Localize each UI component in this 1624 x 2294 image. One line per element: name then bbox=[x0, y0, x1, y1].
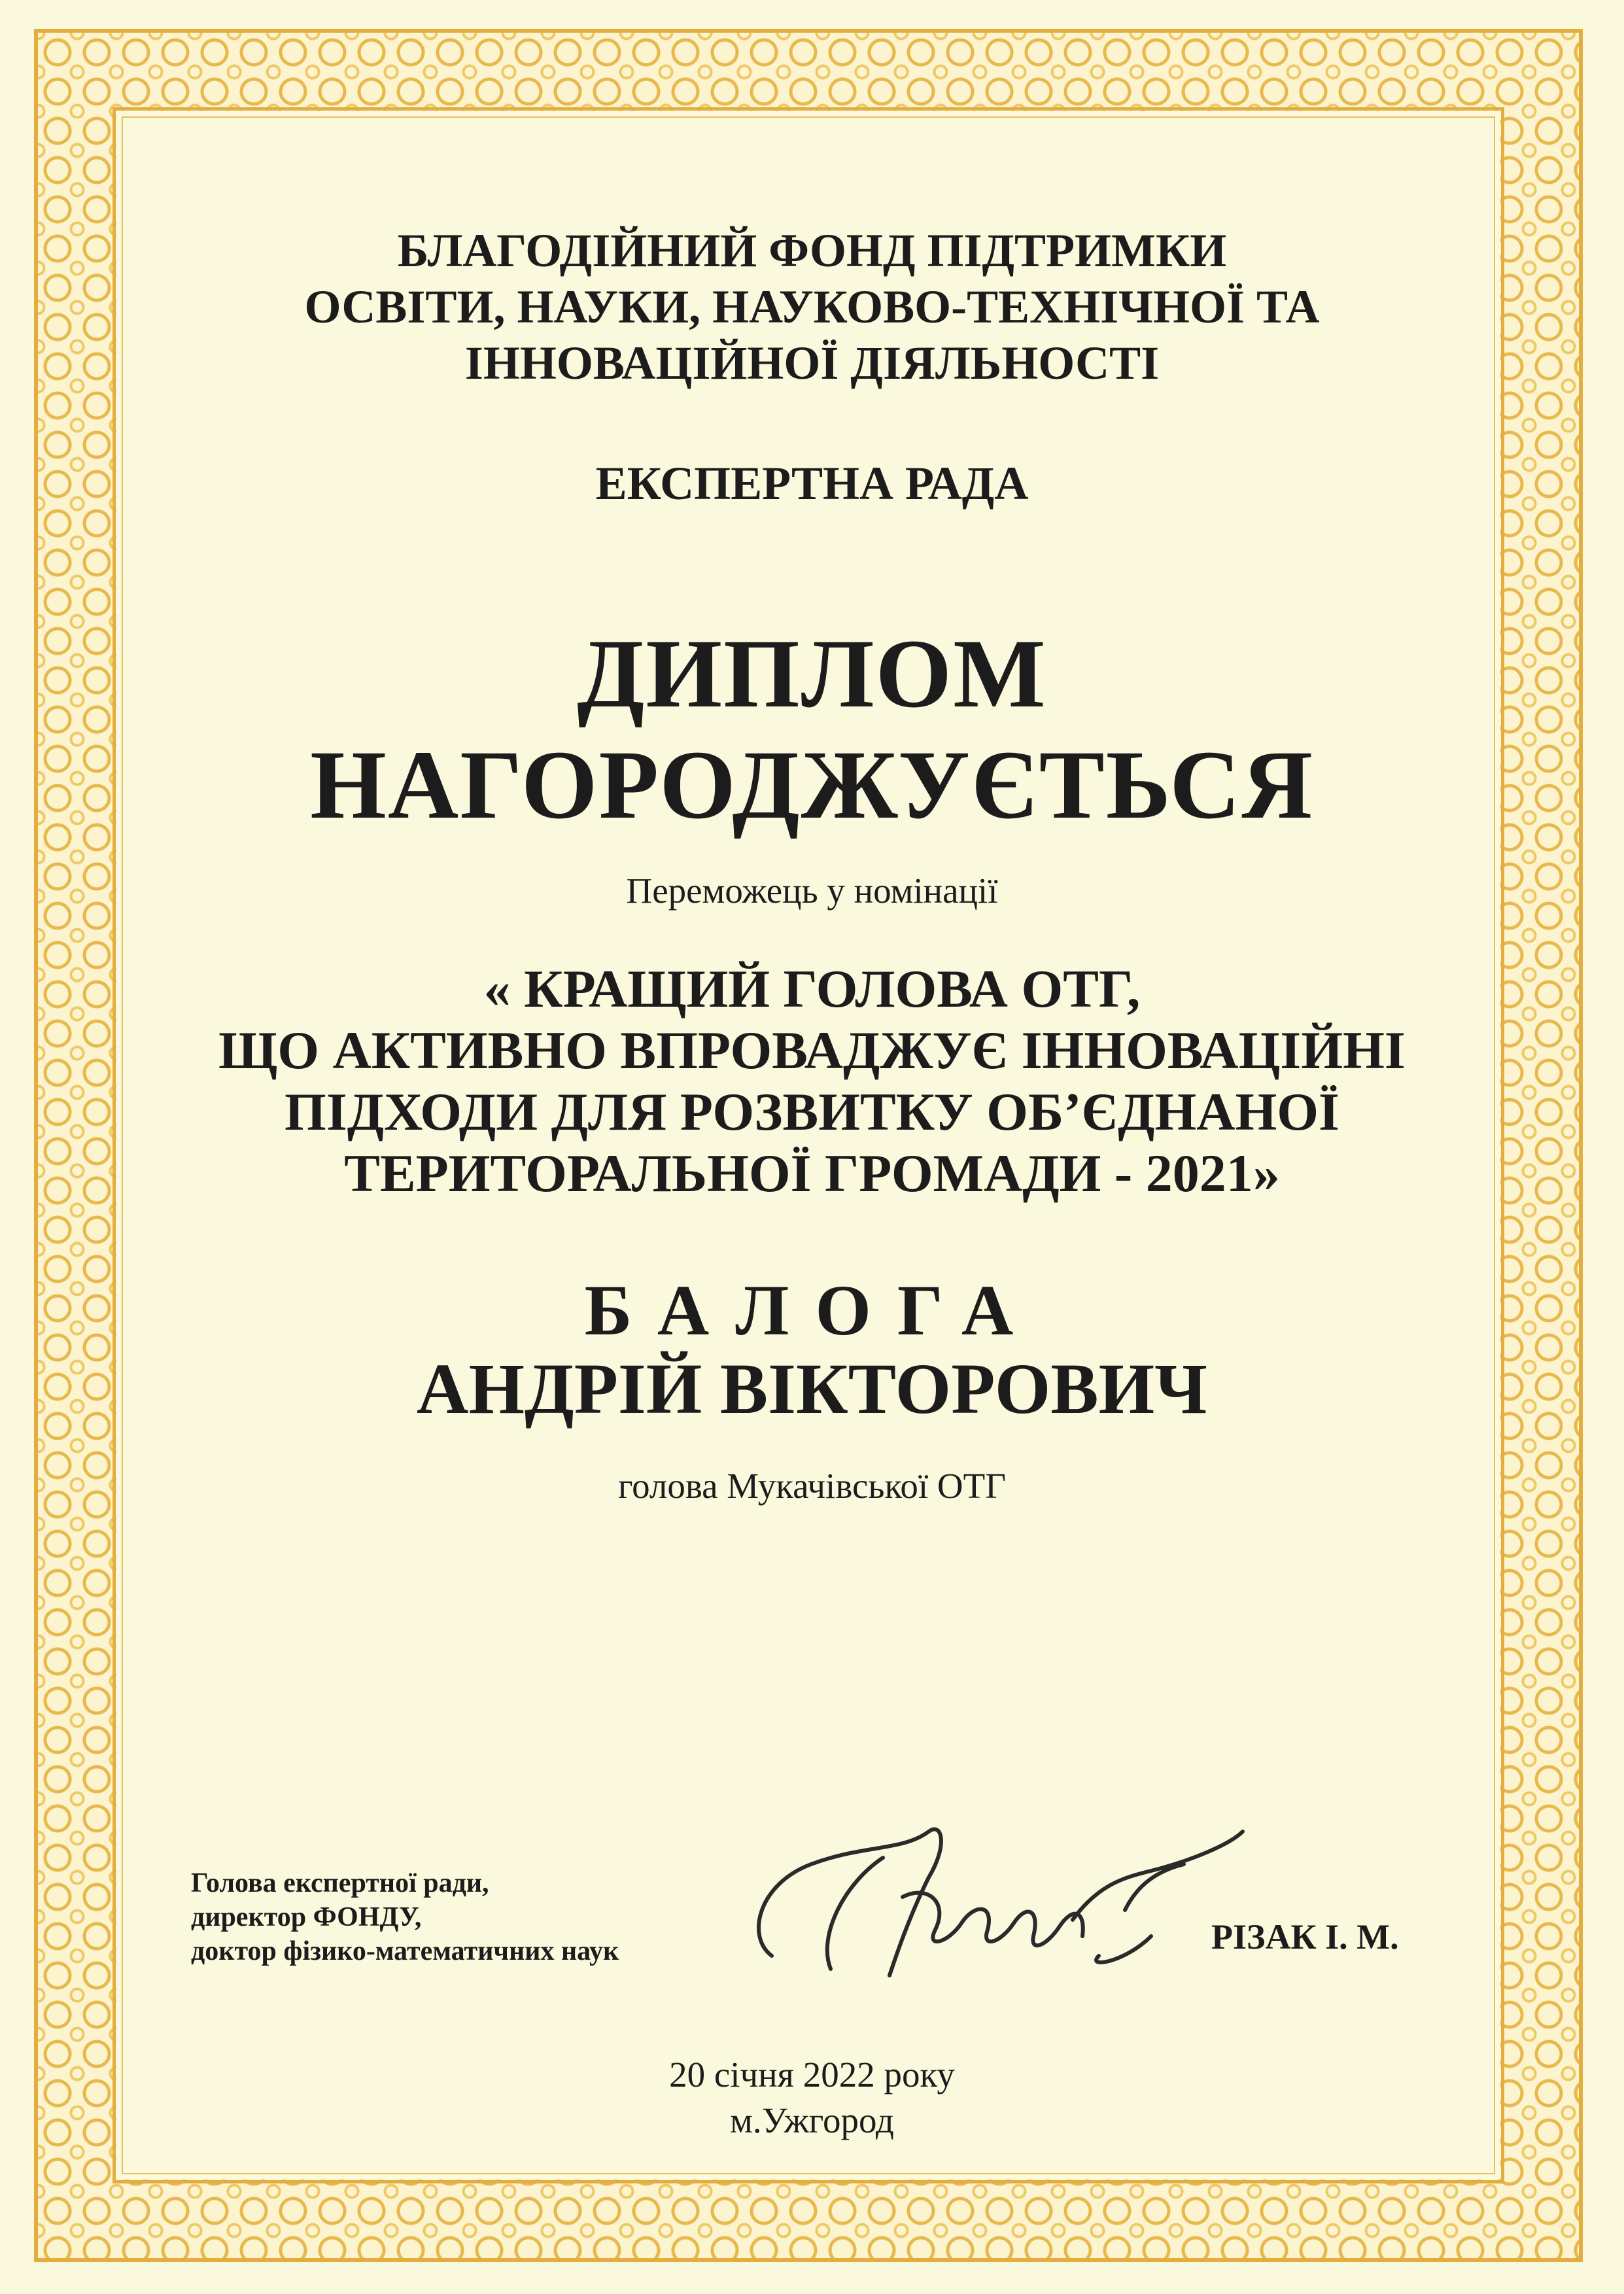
nomination bbox=[0, 958, 1624, 1204]
nomination-line: ПІДХОДИ ДЛЯ РОЗВИТКУ ОБ’ЄДНАНОЇ bbox=[285, 1082, 1339, 1141]
title-line: НАГОРОДЖУЄТЬСЯ bbox=[310, 731, 1314, 839]
issue-date: 20 січня 2022 року bbox=[669, 2055, 955, 2094]
title-line: ДИПЛОМ bbox=[577, 619, 1047, 728]
signatory-title bbox=[191, 1866, 619, 1968]
diploma-title bbox=[0, 618, 1624, 841]
nomination-line: ТЕРИТОРАЛЬНОЇ ГРОМАДИ - 2021» bbox=[344, 1143, 1280, 1203]
recipient-name: АНДРІЙ ВІКТОРОВИЧ bbox=[417, 1349, 1207, 1429]
nomination-line: ЩО АКТИВНО ВПРОВАДЖУЄ ІННОВАЦІЙНІ bbox=[218, 1020, 1406, 1080]
signatory-title-line: доктор фізико-математичних наук bbox=[191, 1936, 619, 1966]
signatory-title-line: директор ФОНДУ, bbox=[191, 1902, 422, 1932]
issue-city: м.Ужгород bbox=[730, 2100, 894, 2140]
recipient-position: голова Мукачівської ОТГ bbox=[617, 1466, 1007, 1506]
organization-name bbox=[0, 222, 1624, 391]
awarded-label: Переможець у номінації bbox=[626, 871, 998, 911]
signatory-title-line: Голова експертної ради, bbox=[191, 1868, 489, 1898]
handwritten-signature bbox=[733, 1805, 1269, 2002]
nomination-line: « КРАЩИЙ ГОЛОВА ОТГ, bbox=[483, 959, 1141, 1018]
council-name: ЕКСПЕРТНА РАДА bbox=[595, 457, 1029, 510]
signatory-name: РІЗАК І. М. bbox=[1211, 1917, 1399, 1956]
organization-line: ОСВІТИ, НАУКИ, НАУКОВО-ТЕХНІЧНОЇ ТА bbox=[304, 281, 1320, 333]
recipient-surname: БАЛОГА bbox=[584, 1270, 1040, 1350]
organization-line: ІННОВАЦІЙНОЇ ДІЯЛЬНОСТІ bbox=[464, 337, 1160, 389]
organization-line: БЛАГОДІЙНИЙ ФОНД ПІДТРИМКИ bbox=[397, 224, 1227, 277]
